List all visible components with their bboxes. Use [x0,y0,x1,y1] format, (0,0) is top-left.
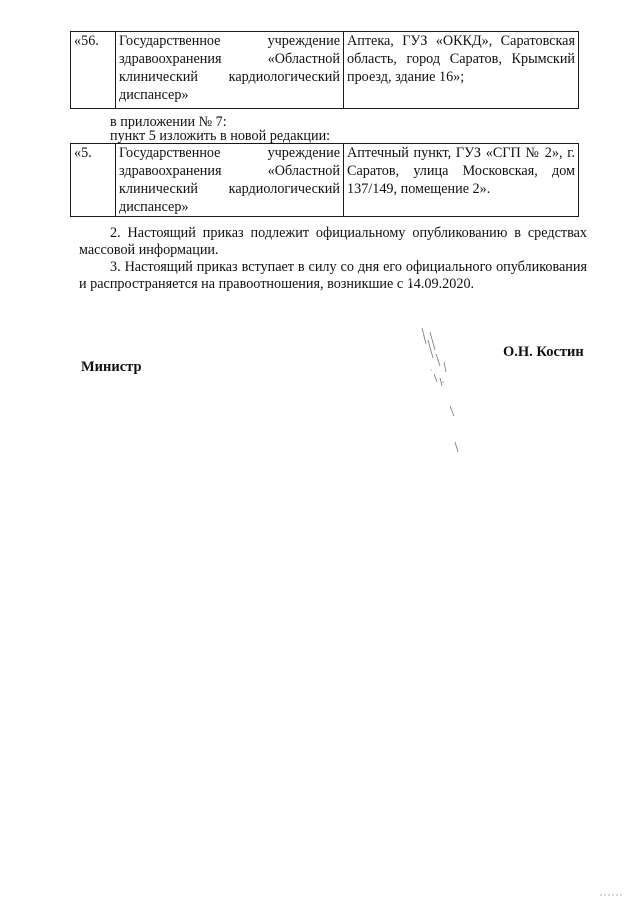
paragraph-publication: 2. Настоящий приказ подлежит официальному опубликованию в средствах массовой информации. [79,225,587,258]
table-row [71,144,579,217]
scan-stamp-marks [400,270,480,460]
pharmacy-address: Аптечный пункт, ГУЗ «СГП № 2», г. Саратов, улица Московская, дом 137/149, помещение 2». [344,144,579,217]
row-number: «5. [71,144,116,217]
pharmacy-table-2 [70,143,579,217]
item-note: пункт 5 изложить в новой редакции: [110,128,331,144]
signer-name: О.Н. Костин [503,344,584,360]
paragraph-effective-date: 3. Настоящий приказ вступает в силу со дня его официального опубликования и распространяется на правоотношения, возникшие с 14.09.2020. [79,259,587,292]
row-number: «56. [71,32,116,109]
scan-corner-mark [598,892,628,898]
pharmacy-table-1 [70,31,579,109]
signer-title: Министр [81,359,142,375]
institution-name: Государственное учреждение здравоохранения «Областной клинический кардиологический диспансер» [116,144,344,217]
pharmacy-address: Аптека, ГУЗ «ОККД», Саратовская область, город Саратов, Крымский проезд, здание 16»; [344,32,579,109]
table-row [71,32,579,109]
institution-name: Государственное учреждение здравоохранения «Областной клинический кардиологический диспансер» [116,32,344,109]
appendix-note: в приложении № 7: [110,114,227,130]
